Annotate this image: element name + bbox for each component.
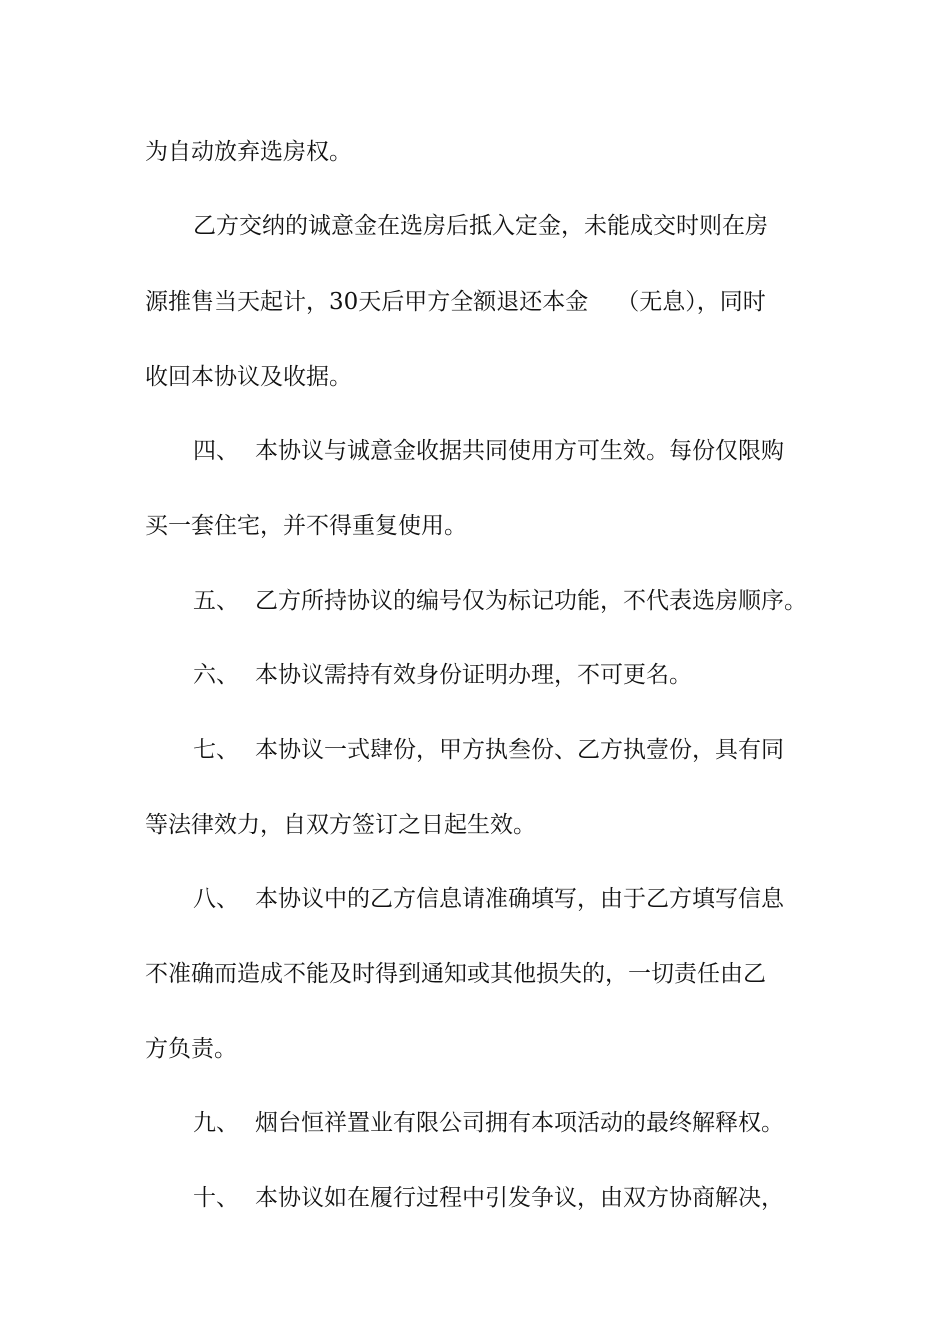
clause-number: 六、 [193,662,239,688]
line-text: 乙方所持协议的编号仅为标记功能，不代表选房顺序。 [255,588,807,614]
clause-number: 四、 [193,438,239,464]
line-text: 本协议需持有效身份证明办理，不可更名。 [255,662,692,688]
paragraph-line [193,211,768,241]
line-text: 不准确而造成不能及时得到通知或其他损失的，一切责任由乙 [145,961,766,987]
clause-9 [193,1108,784,1138]
clause-5 [193,586,807,616]
clause-6 [193,660,692,690]
paragraph-line [145,1034,237,1064]
line-text: 乙方交纳的诚意金在选房后抵入定金，未能成交时则在房 [193,213,768,239]
clause-number: 八、 [193,886,239,912]
clause-7 [193,735,784,765]
line-text: （无息），同时 [616,289,766,315]
line-text: 本协议与诚意金收据共同使用方可生效。每份仅限购 [255,438,784,464]
paragraph-line [145,362,352,392]
clause-number: 十、 [193,1185,239,1211]
paragraph-line [145,810,536,840]
paragraph-line [145,137,352,167]
line-text: 本协议中的乙方信息请准确填写，由于乙方填写信息 [255,886,784,912]
paragraph-line [145,287,766,317]
clause-number: 九、 [193,1110,239,1136]
line-text: 买一套住宅，并不得重复使用。 [145,513,467,539]
clause-4 [193,436,784,466]
clause-10 [193,1183,784,1213]
line-text: 本协议一式肆份，甲方执叁份、乙方执壹份，具有同 [255,737,784,763]
clause-number: 五、 [193,588,239,614]
line-text: 等法律效力，自双方签订之日起生效。 [145,812,536,838]
clause-number: 七、 [193,737,239,763]
line-text: 为自动放弃选房权。 [145,139,352,165]
line-text: 方负责。 [145,1036,237,1062]
line-text: 烟台恒祥置业有限公司拥有本项活动的最终解释权。 [255,1110,784,1136]
line-text: 本协议如在履行过程中引发争议，由双方协商解决， [255,1185,784,1211]
paragraph-line [145,511,467,541]
clause-8 [193,884,784,914]
line-text: 源推售当天起计，30天后甲方全额退还本金 [145,289,589,315]
paragraph-line [145,959,766,989]
line-text: 收回本协议及收据。 [145,364,352,390]
